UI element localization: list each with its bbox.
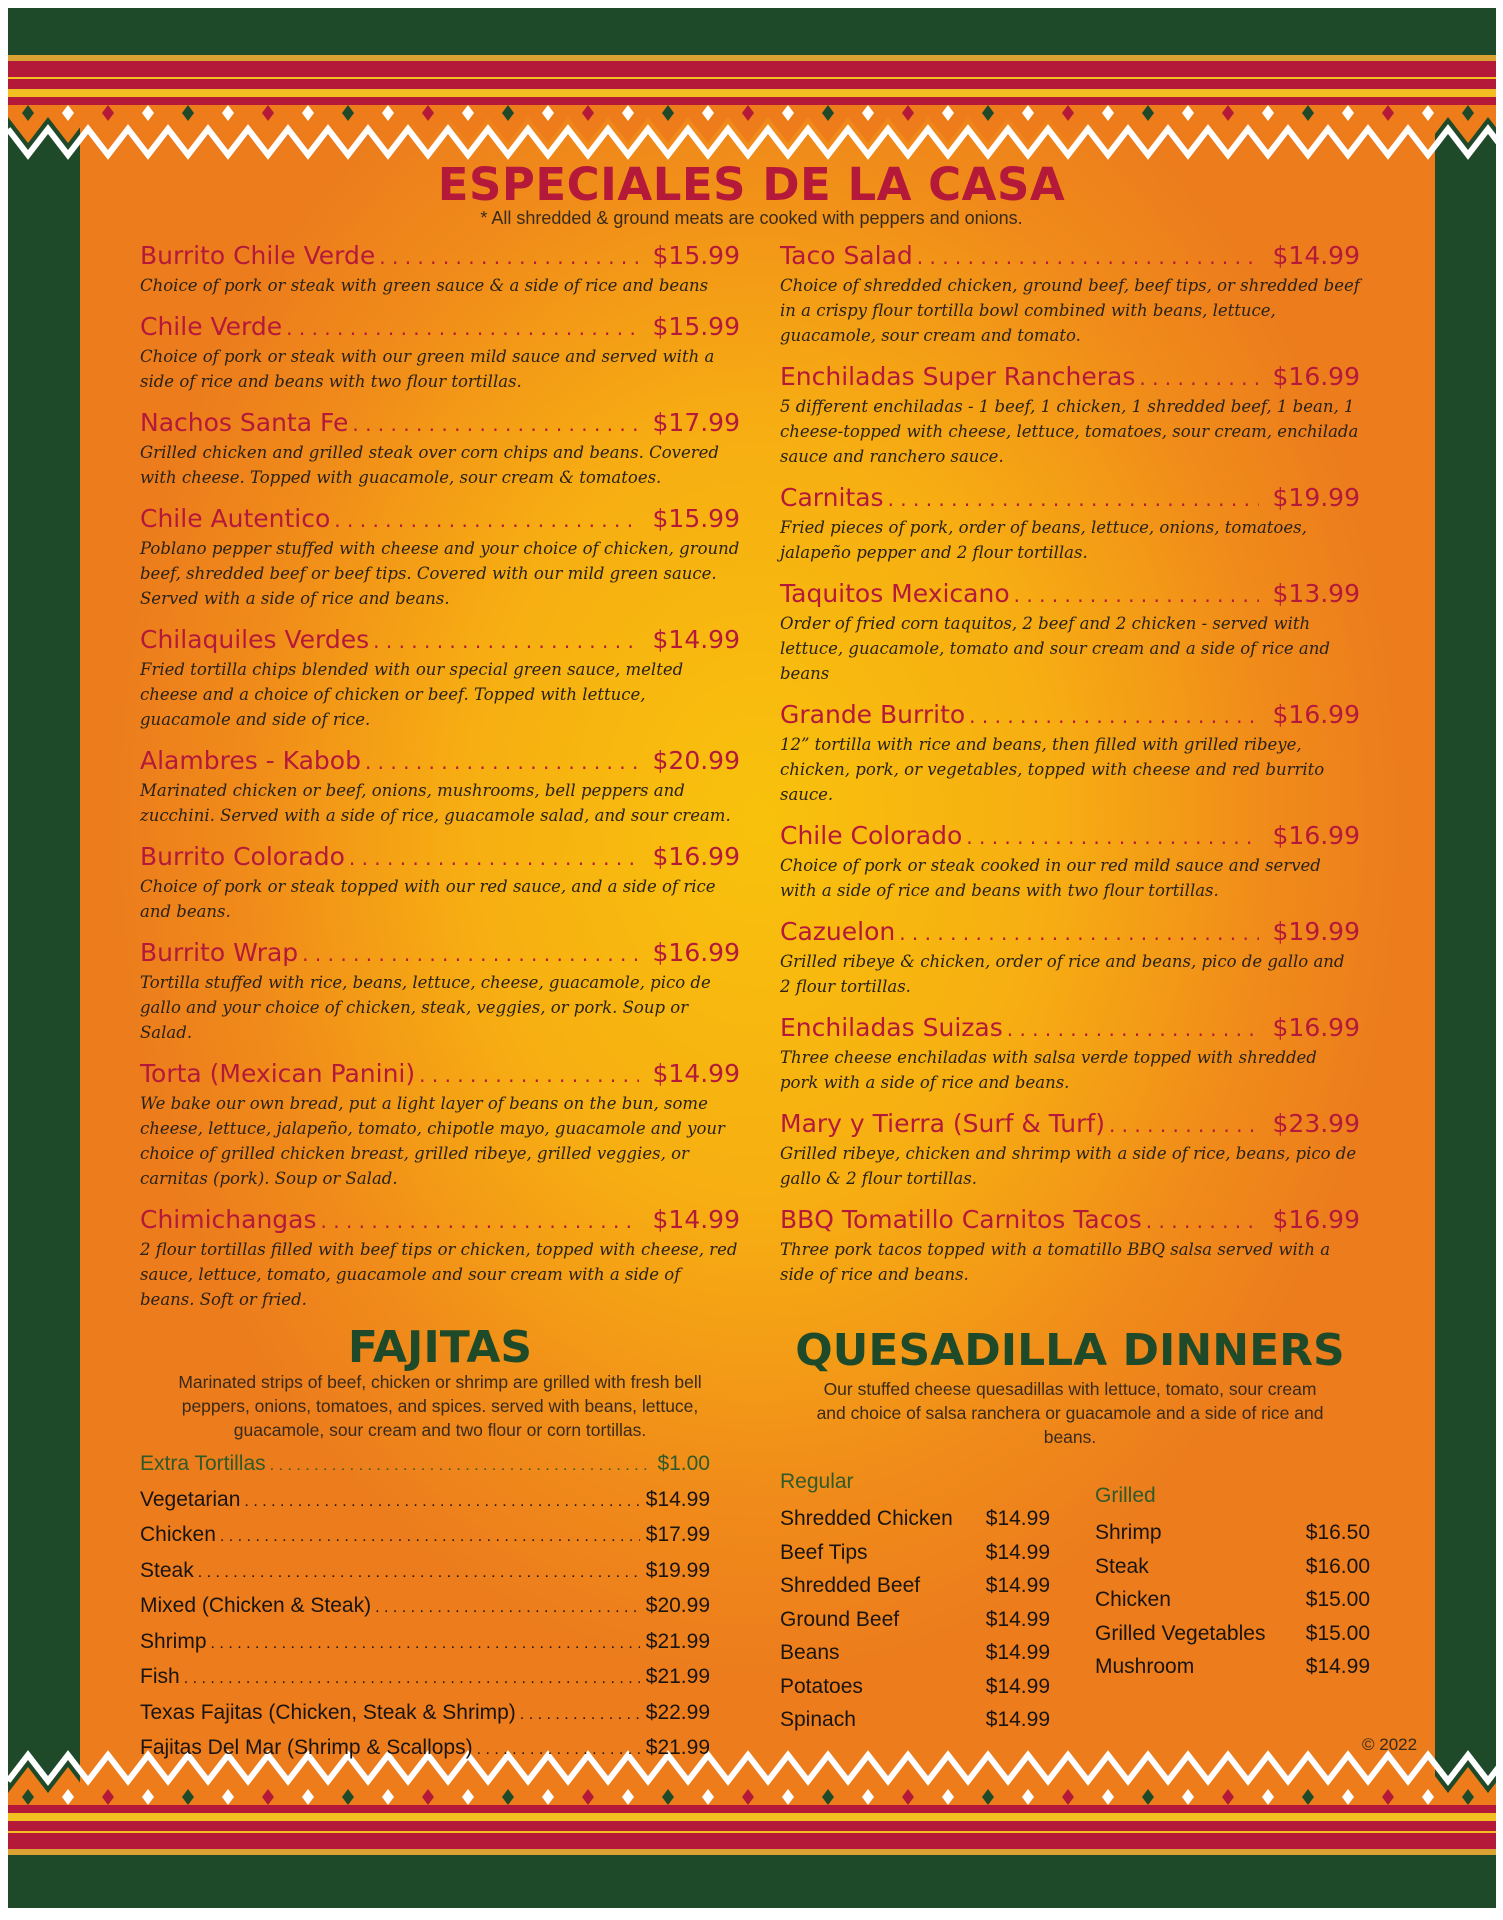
regular-quesadilla-list [780,1502,1050,1737]
dish-description: Three cheese enchiladas with salsa verde topped with shredded pork with a side of rice and beans. [780,1048,1317,1092]
quesadilla-row [1095,1550,1370,1584]
quesadilla-price: $14.99 [1305,1655,1370,1678]
dot-leader [352,409,638,440]
dish-name: Grande Burrito [780,700,966,729]
dish-name: Chile Autentico [140,504,331,533]
dish-name: Cazuelon [780,917,896,946]
fajita-row [140,1625,710,1661]
menu-item [780,240,1360,348]
grilled-heading: Grilled [1095,1484,1156,1507]
dot-leader [419,1060,638,1091]
quesadilla-row [1095,1650,1370,1684]
fajita-row [140,1483,710,1519]
fajita-row [140,1696,710,1732]
quesadilla-price: $16.50 [1305,1521,1370,1544]
dish-price: $16.99 [652,842,740,871]
quesadilla-name: Beans [780,1641,840,1664]
quesadilla-name: Shrimp [1095,1521,1162,1544]
dot-leader [520,1698,640,1732]
fajita-row [140,1660,710,1696]
quesadilla-name: Chicken [1095,1588,1171,1611]
dish-description: Choice of pork or steak with our green mild sauce and served with a side of rice and beans with two flour tortillas. [140,347,715,391]
dot-leader [899,918,1258,949]
dish-price: $14.99 [652,1205,740,1234]
quesadilla-row [780,1670,1050,1704]
dish-name: Chile Colorado [780,821,963,850]
dish-description: 12” tortilla with rice and beans, then filled with grilled ribeye, chicken, pork, or vegetables, topped with cheese and red burrito sauce. [780,735,1325,804]
dot-leader [966,822,1258,853]
page-title: ESPECIALES DE LA CASA [437,158,1066,211]
dot-leader [321,1206,639,1237]
fajita-row [140,1447,710,1483]
dot-leader [302,939,638,970]
dish-name: Torta (Mexican Panini) [140,1059,416,1088]
dish-description: 5 different enchiladas - 1 beef, 1 chicken, 1 shredded beef, 1 bean, 1 cheese-topped with cheese, lettuce, tomatoes, sour cream, enchilada sauce and ranchero sauce. [780,397,1359,466]
dish-price: $16.99 [1272,362,1360,391]
fajita-price: $1.00 [657,1452,710,1475]
dish-price: $15.99 [652,504,740,533]
grilled-quesadilla-list [1095,1516,1370,1684]
menu-item [140,745,740,828]
fajitas-title: FAJITAS [347,1322,533,1373]
dish-name: Mary y Tierra (Surf & Turf) [780,1109,1105,1138]
dish-description: Choice of pork or steak with green sauce & a side of rice and beans [140,276,709,295]
specials-left-column [140,240,740,1325]
dish-price: $15.99 [652,241,740,270]
quesadilla-price: $14.99 [985,1607,1050,1631]
dish-name: Chile Verde [140,312,283,341]
quesadilla-name: Shredded Chicken [780,1507,953,1530]
fajita-name: Steak [140,1558,194,1582]
dish-description: Grilled ribeye & chicken, order of rice and beans, pico de gallo and 2 flour tortillas. [780,952,1345,996]
dish-price: $16.99 [1272,1013,1360,1042]
dish-name: Enchiladas Super Rancheras [780,362,1136,391]
dot-leader [888,484,1259,515]
dot-leader [349,843,639,874]
meat-note: * All shredded & ground meats are cooked with peppers and onions. [480,208,1023,228]
fajita-row [140,1589,710,1625]
fajita-price: $19.99 [645,1558,710,1582]
dish-price: $14.99 [652,1059,740,1088]
dish-name: BBQ Tomatillo Carnitos Tacos [780,1205,1142,1234]
menu-item [140,1204,740,1312]
dish-price: $19.99 [1272,917,1360,946]
quesadilla-name: Shredded Beef [780,1574,921,1597]
dish-description: We bake our own bread, put a light layer of beans on the bun, some cheese, lettuce, jalapeño, tomato, chipotle mayo, guacamole and your choice of grilled chicken breast, grilled ribeye, grilled veggies, or carnitas (pork). Soup or Salad. [140,1094,725,1188]
dish-price: $17.99 [652,408,740,437]
fajita-price: $17.99 [645,1523,710,1546]
dish-description: Fried tortilla chips blended with our special green sauce, melted cheese and a choice of chicken or beef. Topped with lettuce, guacamole and side of rice. [140,660,684,729]
fajitas-price-list [140,1447,710,1767]
dish-price: $14.99 [652,625,740,654]
dish-description: Three pork tacos topped with a tomatillo BBQ salsa served with a side of rice and beans. [780,1240,1331,1284]
dot-leader [1146,1206,1259,1237]
dot-leader [334,505,638,536]
regular-heading: Regular [780,1470,854,1493]
dot-leader [379,242,638,273]
fajita-name: Vegetarian [140,1487,241,1511]
quesadilla-name: Beef Tips [780,1540,868,1564]
dish-name: Burrito Chile Verde [140,241,376,270]
dish-name: Enchiladas Suizas [780,1013,1003,1042]
dot-leader [917,242,1259,273]
quesadilla-price: $15.00 [1305,1621,1370,1645]
copyright: © 2022 [1362,1735,1418,1754]
quesadilla-description: Our stuffed cheese quesadillas with lettuce, tomato, sour cream and choice of salsa ranchera or guacamole and a side of rice and beans. [816,1379,1324,1447]
dish-description: Fried pieces of pork, order of beans, lettuce, onions, tomatoes, jalapeño pepper and 2 flour tortillas. [780,518,1307,562]
dish-description: Choice of pork or steak cooked in our red mild sauce and served with a side of rice and beans with two flour tortillas. [780,856,1321,900]
menu-item [780,361,1360,469]
quesadilla-price: $14.99 [985,1574,1050,1597]
menu-item [140,1058,740,1191]
dish-price: $23.99 [1272,1109,1360,1138]
fajita-row [140,1731,710,1767]
dish-name: Burrito Wrap [140,938,299,967]
dish-name: Taco Salad [780,241,913,270]
dot-leader [198,1556,640,1590]
menu-item [140,503,740,611]
dish-description: Poblano pepper stuffed with cheese and your choice of chicken, ground beef, shredded beef or beef tips. Covered with our mild green sauce. Served with a side of rice and beans. [140,539,740,608]
fajita-name: Shrimp [140,1629,207,1653]
menu-item [780,916,1360,999]
quesadilla-row [780,1536,1050,1570]
dish-description: 2 flour tortillas filled with beef tips or chicken, topped with cheese, red sauce, lettuce, tomato, guacamole and sour cream with a side of beans. Soft or fried. [140,1240,738,1309]
dish-price: $16.99 [1272,821,1360,850]
quesadilla-name: Ground Beef [780,1607,900,1631]
dot-leader [1109,1110,1259,1141]
fajita-price: $21.99 [645,1665,710,1688]
dot-leader [184,1662,640,1696]
dish-price: $16.99 [1272,1205,1360,1234]
quesadilla-price: $16.00 [1305,1554,1370,1578]
dot-leader [286,313,638,344]
fajita-price: $21.99 [645,1629,710,1653]
menu-item [780,1108,1360,1191]
dish-name: Nachos Santa Fe [140,408,349,437]
dish-description: Choice of shredded chicken, ground beef, beef tips, or shredded beef in a crispy flour tortilla bowl combined with beans, lettuce, guacamole, sour cream and tomato. [780,276,1360,345]
dish-price: $16.99 [652,938,740,967]
dish-name: Carnitas [780,483,884,512]
dish-price: $20.99 [652,746,740,775]
dot-leader [365,747,639,778]
dot-leader [1139,363,1258,394]
menu-item [780,482,1360,565]
quesadilla-price: $14.99 [985,1674,1050,1698]
quesadilla-row [780,1502,1050,1536]
dot-leader [244,1485,639,1519]
fajita-price: $21.99 [645,1736,710,1759]
dot-leader [1014,580,1259,611]
dish-price: $15.99 [652,312,740,341]
quesadilla-name: Spinach [780,1708,856,1731]
dot-leader [270,1449,652,1483]
quesadilla-price: $14.99 [985,1507,1050,1530]
quesadilla-name: Grilled Vegetables [1095,1621,1266,1645]
quesadilla-row [1095,1583,1370,1617]
dot-leader [220,1520,640,1554]
quesadilla-row [1095,1516,1370,1550]
dish-description: Tortilla stuffed with rice, beans, lettuce, cheese, guacamole, pico de gallo and your choice of chicken, steak, veggies, or pork. Soup or Salad. [140,973,711,1042]
quesadilla-name: Steak [1095,1554,1149,1578]
fajita-name: Texas Fajitas (Chicken, Steak & Shrimp) [140,1700,516,1724]
menu-item [780,1012,1360,1095]
quesadilla-price: $14.99 [985,1540,1050,1564]
fajita-name: Chicken [140,1523,216,1546]
dish-price: $19.99 [1272,483,1360,512]
quesadilla-row [780,1603,1050,1637]
dot-leader [1007,1014,1259,1045]
dish-name: Taquitos Mexicano [780,579,1010,608]
dish-price: $14.99 [1272,241,1360,270]
menu-item [780,578,1360,686]
dish-name: Chilaquiles Verdes [140,625,370,654]
fajita-name: Fish [140,1665,180,1688]
dot-leader [211,1627,640,1661]
menu-item [140,240,740,298]
dish-description: Order of fried corn taquitos, 2 beef and 2 chicken - served with lettuce, guacamole, tomato and sour cream and a side of rice and beans [780,614,1330,683]
quesadilla-price: $14.99 [985,1641,1050,1664]
menu-item [140,407,740,490]
dot-leader [477,1733,640,1767]
fajita-price: $20.99 [645,1594,710,1617]
menu-item [140,311,740,394]
dot-leader [969,701,1258,732]
dish-description: Grilled chicken and grilled steak over corn chips and beans. Covered with cheese. Topped with guacamole, sour cream & tomatoes. [140,443,719,487]
dish-description: Marinated chicken or beef, onions, mushrooms, bell peppers and zucchini. Served with a side of rice, guacamole salad, and sour cream. [140,781,731,825]
quesadilla-name: Potatoes [780,1674,863,1698]
dish-price: $13.99 [1272,579,1360,608]
fajita-name: Mixed (Chicken & Steak) [140,1594,372,1617]
quesadilla-title: QUESADILLA DINNERS [795,1325,1345,1376]
fajita-name: Fajitas Del Mar (Shrimp & Scallops) [140,1736,473,1759]
fajita-price: $14.99 [645,1487,710,1511]
fajita-price: $22.99 [645,1700,710,1724]
fajita-row [140,1518,710,1554]
menu-item [780,699,1360,807]
dish-name: Chimichangas [140,1205,317,1234]
menu-item [140,841,740,924]
quesadilla-name: Mushroom [1095,1655,1195,1678]
quesadilla-price: $15.00 [1305,1588,1370,1611]
menu-item [780,1204,1360,1287]
quesadilla-row [780,1703,1050,1737]
dish-description: Choice of pork or steak topped with our red sauce, and a side of rice and beans. [140,877,716,921]
menu-item [140,937,740,1045]
specials-right-column [780,240,1360,1300]
menu-item [140,624,740,732]
fajita-row [140,1554,710,1590]
dot-leader [375,1591,640,1625]
dot-leader [373,626,638,657]
quesadilla-row [780,1636,1050,1670]
fajita-name: Extra Tortillas [140,1452,266,1475]
dish-price: $16.99 [1272,700,1360,729]
dish-name: Burrito Colorado [140,842,345,871]
dish-description: Grilled ribeye, chicken and shrimp with a side of rice, beans, pico de gallo & 2 flour tortillas. [780,1144,1357,1188]
quesadilla-price: $14.99 [985,1708,1050,1731]
dish-name: Alambres - Kabob [140,746,361,775]
menu-item [780,820,1360,903]
top-zigzag-border [8,55,1496,175]
quesadilla-row [1095,1617,1370,1651]
fajitas-description: Marinated strips of beef, chicken or shrimp are grilled with fresh bell peppers, onions, tomatoes, and spices. served with beans, lettuce, guacamole, sour cream and two flour or corn tortillas. [178,1372,702,1440]
quesadilla-row [780,1569,1050,1603]
